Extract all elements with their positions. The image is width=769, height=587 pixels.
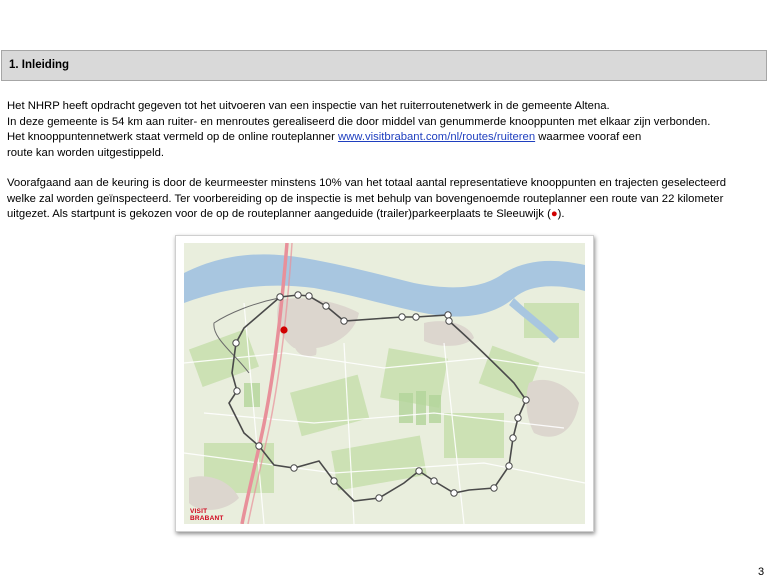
intro-line-4: route kan worden uitgestippeld. [7, 146, 165, 159]
visit-brabant-logo: VISIT BRABANT [190, 508, 224, 522]
route-map-frame [175, 235, 594, 532]
page-number: 3 [758, 566, 765, 578]
intro-line-2: In deze gemeente is 54 km aan ruiter- en menroutes gerealiseerd die door middel van genummerde knooppunten met elkaar zijn verbonden. [7, 115, 711, 128]
section-title: 1. Inleiding [9, 59, 70, 71]
intro-line-1: Het NHRP heeft opdracht gegeven tot het uitvoeren van een inspectie van het ruiterroutenetwerk in de gemeente Altena. [7, 100, 610, 112]
selection-paragraph [7, 176, 726, 223]
intro-paragraph [7, 99, 710, 161]
start-marker-symbol: ● [550, 208, 558, 221]
selection-line-2: welke zal worden geïnspecteerd. Ter voorbereiding op de inspectie is met behulp van bovengenoemde routeplanner een route van 22 kilometer [7, 192, 724, 205]
route-map [184, 243, 585, 524]
section-header [1, 50, 767, 81]
intro-line-3: Het knooppuntennetwerk staat vermeld op de online routeplanner www.visitbrabant.com/nl/routes/ruiteren waarmee vooraf een [7, 131, 642, 144]
selection-line-3: uitgezet. Als startpunt is gekozen voor de op de routeplanner aangeduide (trailer)parkeerplaats te Sleeuwijk (●). [7, 208, 565, 221]
routeplanner-link[interactable]: www.visitbrabant.com/nl/routes/ruiteren [337, 131, 536, 144]
selection-line-1: Voorafgaand aan de keuring is door de keurmeester minstens 10% van het totaal aantal representatieve knooppunten en trajecten geselecteerd [7, 177, 727, 189]
route-map-image [184, 243, 585, 524]
